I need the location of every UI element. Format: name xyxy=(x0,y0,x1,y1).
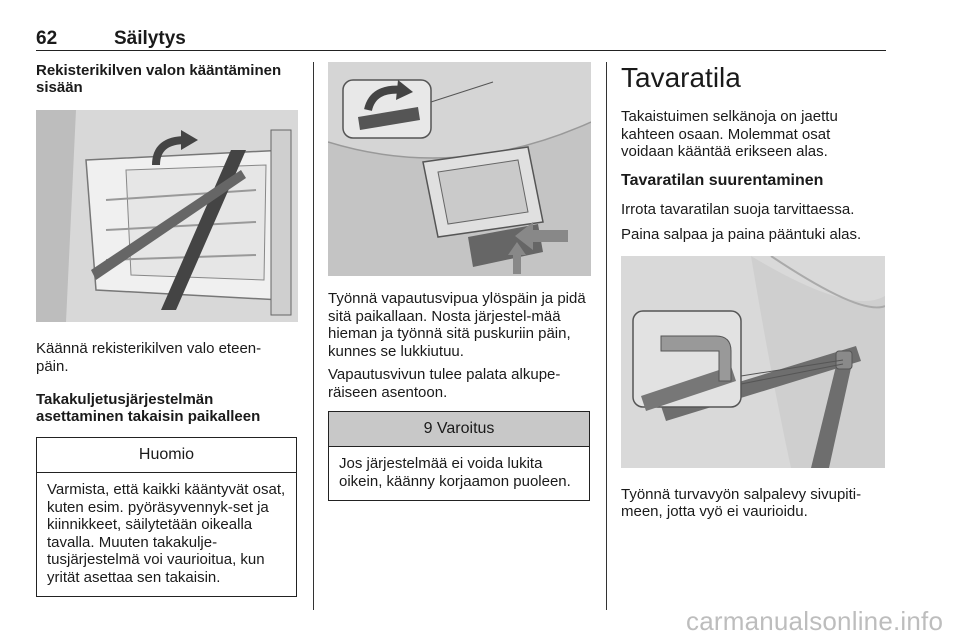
seat-belt-latch-icon xyxy=(621,256,885,468)
notice-body: Varmista, että kaikki kääntyvät osat, kuten esim. pyöräsyvennyk-set ja kiinnikkeet, säilytetään oikealla tavalla. Muuten takakulje-tusjärjestelmä voi vaurioitua, kun yrität asettaa sen takaisin. xyxy=(47,481,286,586)
carrier-release-lever-icon xyxy=(328,62,591,276)
instruction-lever-return: Vapautusvivun tulee palata alkupe-räiseen asentoon. xyxy=(328,366,561,401)
warning-header xyxy=(329,412,589,447)
figure-release-lever xyxy=(328,62,591,276)
notice-box xyxy=(36,437,297,597)
instruction-remove-cover: Irrota tavaratilan suoja tarvittaessa. xyxy=(621,200,855,218)
column-3 xyxy=(621,62,885,521)
section-title: Säilytys xyxy=(114,28,186,49)
instruction-press-latch: Paina salpaa ja paina pääntuki alas. xyxy=(621,226,862,243)
license-plate-lamp-rotate-icon xyxy=(36,110,298,322)
column-divider xyxy=(313,62,314,610)
section-heading-cargo: Tavaratila xyxy=(621,62,741,93)
page-number: 62 xyxy=(36,28,58,49)
page-header xyxy=(36,28,886,51)
column-divider xyxy=(606,62,607,610)
figure-license-lamp xyxy=(36,110,298,322)
instruction-belt-holder: Työnnä turvavyön salpalevy sivupiti-meen, jotta vyö ei vaurioidu. xyxy=(621,485,862,520)
instruction-push-lever: Työnnä vapautusvipua ylöspäin ja pidä sitä paikallaan. Nosta järjestel-mää hieman ja työnnä sitä puskuriin päin, kunnes se lukkiutuu. xyxy=(328,290,586,360)
heading-enlarge-cargo: Tavaratilan suurentaminen xyxy=(621,171,824,189)
notice-title: Huomio xyxy=(37,438,296,473)
heading-reinstall-carrier: Takakuljetusjärjestelmän asettaminen takaisin paikalleen xyxy=(36,391,261,425)
warning-body: Jos järjestelmää ei voida lukita oikein, käänny korjaamon puoleen. xyxy=(339,455,571,490)
warning-title: Varoitus xyxy=(436,420,495,437)
instruction-rotate-lamp: Käännä rekisterikilven valo eteen-päin. xyxy=(36,340,262,375)
cargo-intro: Takaistuimen selkänoja on jaettu kahteen osaan. Molemmat osat voidaan kääntää erikseen alas. xyxy=(621,108,838,160)
column-1 xyxy=(36,62,298,597)
watermark: carmanualsonline.info xyxy=(686,606,944,636)
heading-license-lamp: Rekisterikilven valon kääntäminen sisään xyxy=(36,62,282,96)
warning-box xyxy=(328,411,590,501)
warning-icon: 9 xyxy=(423,420,433,437)
column-2 xyxy=(328,62,591,501)
figure-seat-belt xyxy=(621,256,885,468)
